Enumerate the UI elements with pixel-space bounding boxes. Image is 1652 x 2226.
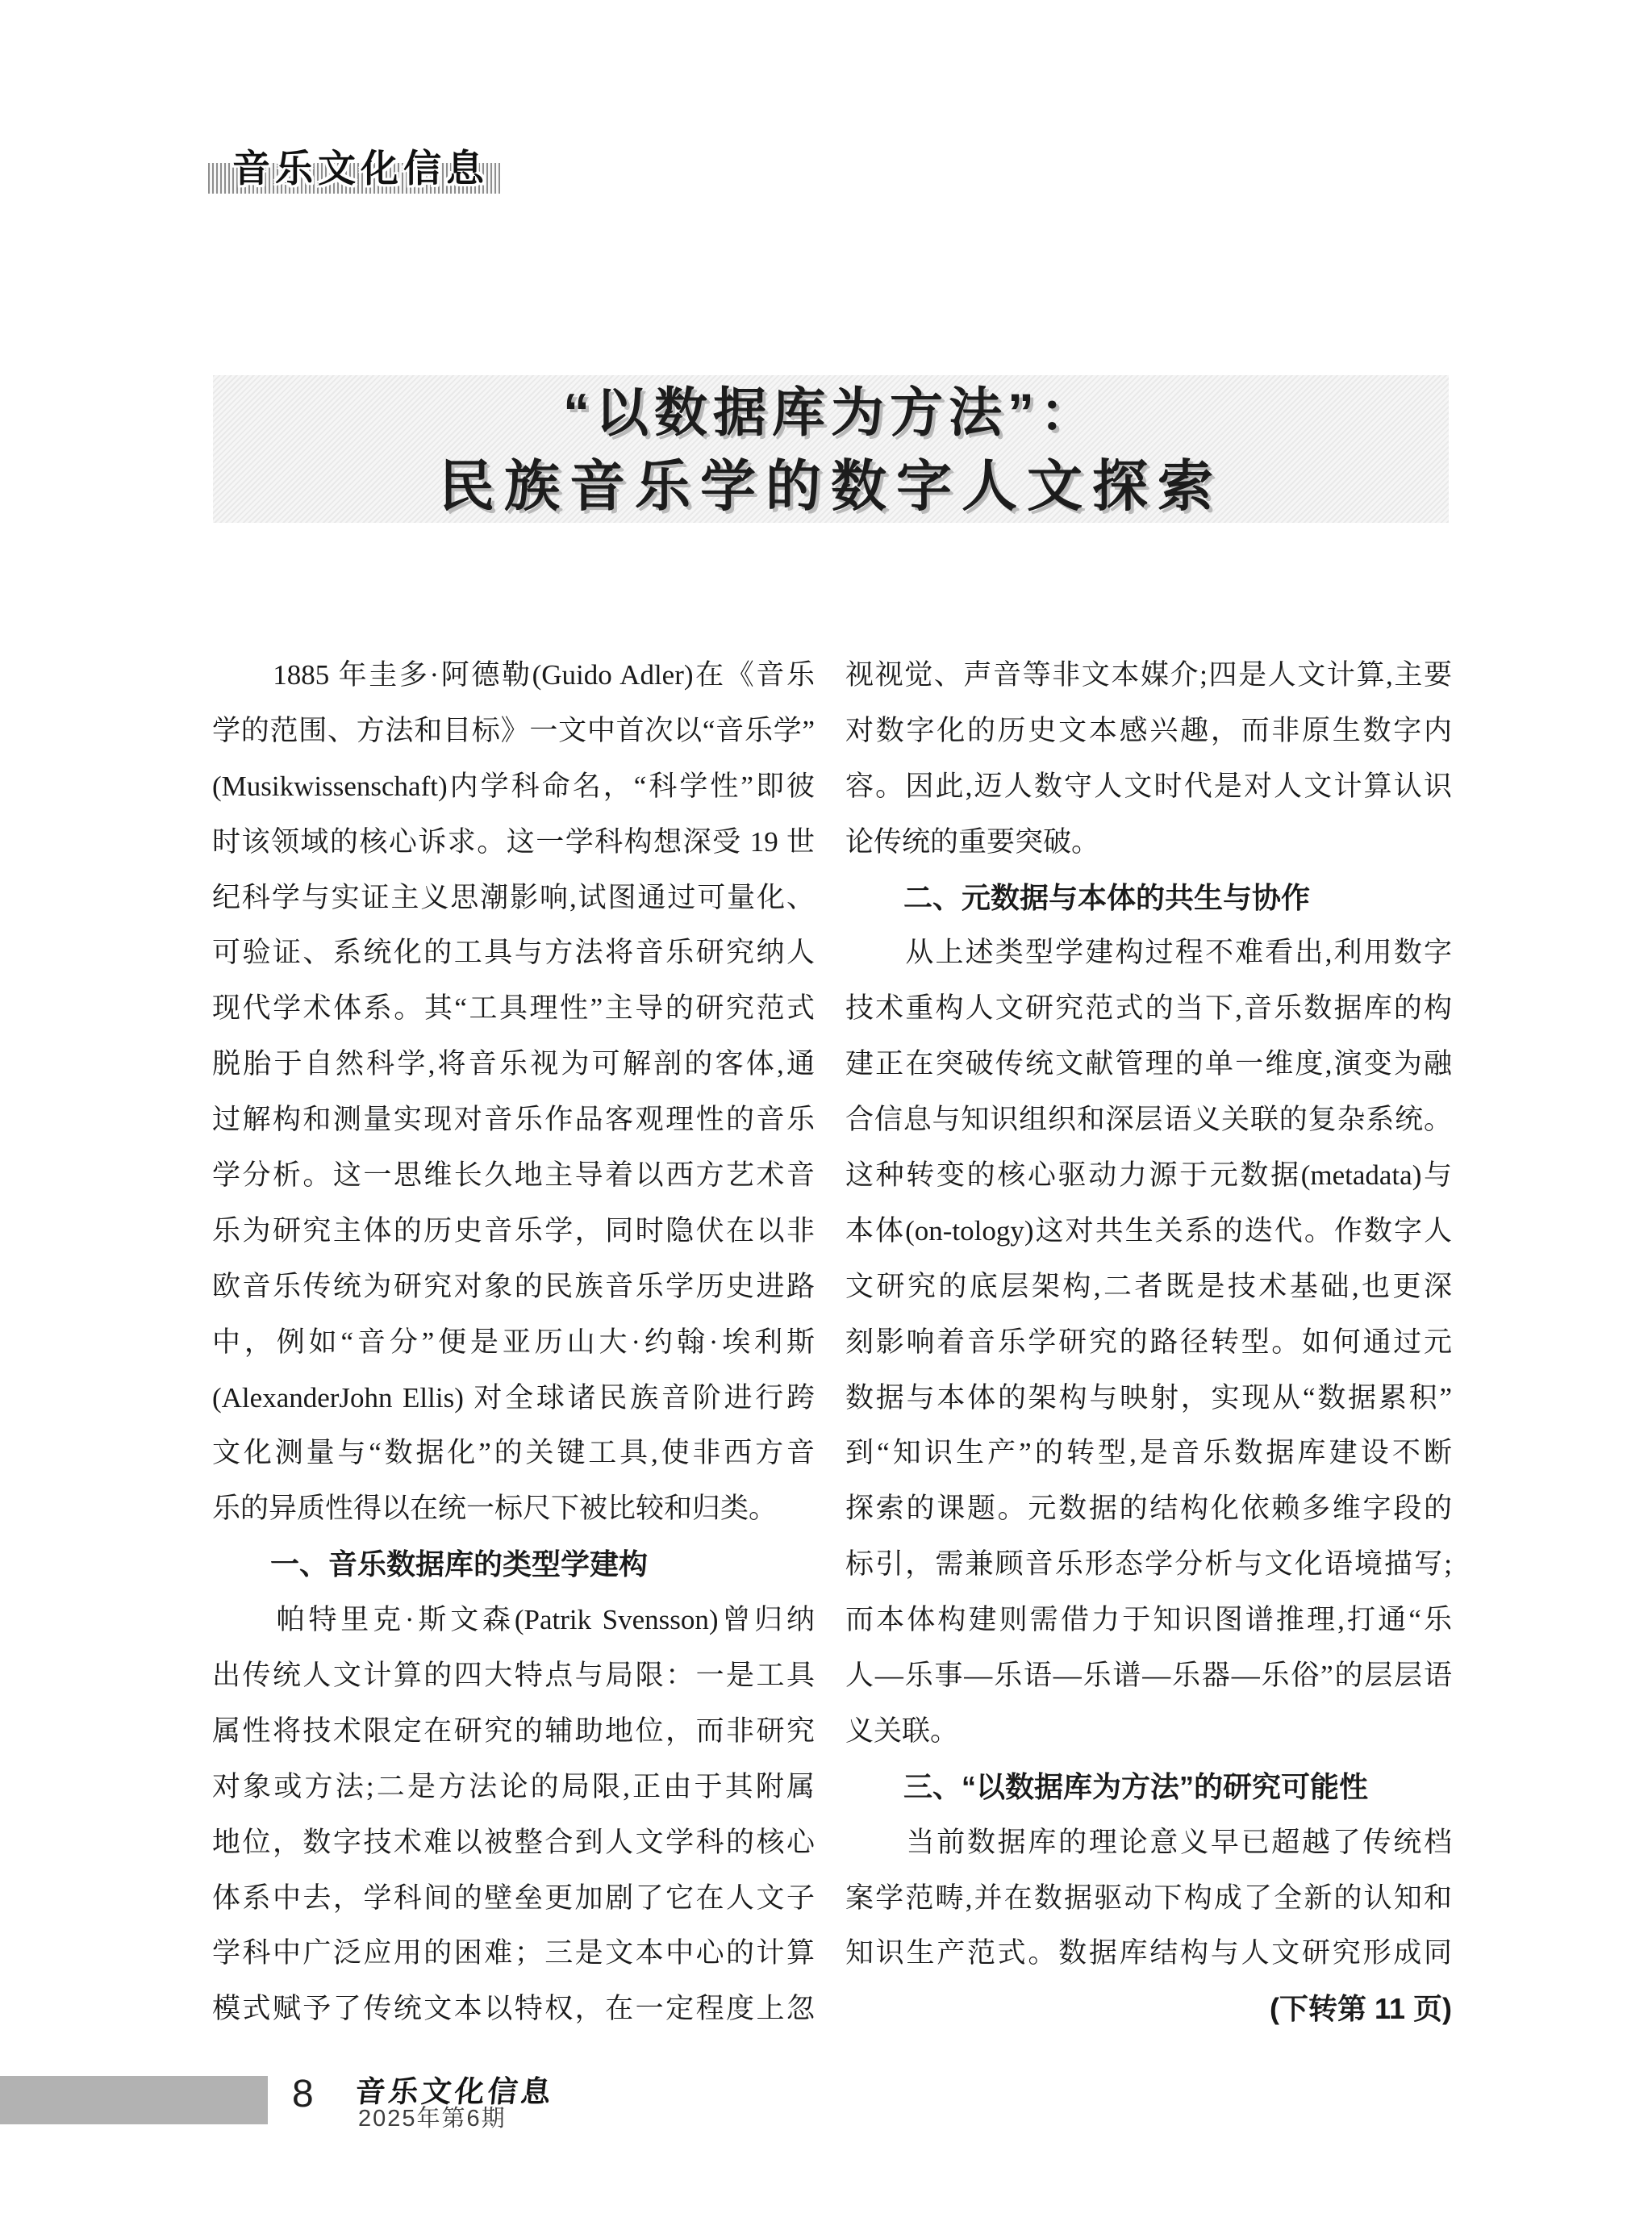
text-line: 人—乐事—乐语—乐谱—乐器—乐俗”的层层语: [845, 1660, 1452, 1692]
text-line: 帕特里克·斯文森(Patrik Svensson)曾归纳: [212, 1604, 815, 1636]
footer-page-number: 8: [292, 2073, 314, 2115]
text-line: 数据与本体的架构与映射，实现从“数据累积”: [845, 1381, 1452, 1414]
text-line: 案学范畴,并在数据驱动下构成了全新的认知和: [845, 1881, 1452, 1914]
article-column-right: [845, 648, 1452, 2037]
text-line: 当前数据库的理论意义早已超越了传统档: [845, 1826, 1452, 1858]
text-line: 模式赋予了传统文本以特权，在一定程度上忽: [212, 1993, 815, 2025]
text-line: 文研究的底层架构,二者既是技术基础,也更深: [845, 1270, 1452, 1302]
footer-issue-label: 2025年第6期: [358, 2106, 507, 2132]
text-line: 过解构和测量实现对音乐作品客观理性的音乐: [212, 1104, 815, 1136]
footer-gray-bar: [0, 2076, 268, 2124]
text-line: 本体(on-tology)这对共生关系的迭代。作数字人: [845, 1214, 1452, 1247]
text-line: 合信息与知识组织和深层语义关联的复杂系统。: [845, 1104, 1452, 1136]
text-line: 学的范围、方法和目标》一文中首次以“音乐学”: [212, 714, 815, 746]
text-line: 出传统人文计算的四大特点与局限：一是工具: [212, 1660, 815, 1692]
text-line: 乐为研究主体的历史音乐学，同时隐伏在以非: [212, 1214, 815, 1247]
article-title-line1: “以数据库为方法”：: [563, 382, 1099, 442]
text-line: 三、“以数据库为方法”的研究可能性: [845, 1769, 1369, 1803]
text-line: 属性将技术限定在研究的辅助地位，而非研究: [212, 1714, 815, 1747]
text-line: 学科中广泛应用的困难；三是文本中心的计算: [212, 1937, 815, 1969]
text-line: 1885 年圭多·阿德勒(Guido Adler)在《音乐: [212, 659, 815, 691]
text-line: 对数字化的历史文本感兴趣，而非原生数字内: [845, 714, 1452, 746]
text-line: 一、音乐数据库的类型学建构: [212, 1547, 649, 1581]
text-line: 建正在突破传统文献管理的单一维度,演变为融: [845, 1048, 1452, 1080]
text-line: 乐的异质性得以在统一标尺下被比较和归类。: [212, 1493, 778, 1525]
text-line: 标引，需兼顾音乐形态学分析与文化语境描写;: [845, 1548, 1452, 1581]
article-title-line2: 民族音乐学的数字人文探索: [439, 455, 1223, 517]
text-line: 这种转变的核心驱动力源于元数据(metadata)与: [845, 1159, 1452, 1192]
text-line: 中，例如“音分”便是亚历山大·约翰·埃利斯: [212, 1326, 815, 1358]
text-line: 可验证、系统化的工具与方法将音乐研究纳人: [212, 937, 815, 969]
text-line: 探索的课题。元数据的结构化依赖多维字段的: [845, 1493, 1452, 1525]
text-line: 论传统的重要突破。: [845, 825, 1100, 858]
text-line: 现代学术体系。其“工具理性”主导的研究范式: [212, 992, 815, 1025]
text-line: 地位，数字技术难以被整合到人文学科的核心: [212, 1826, 815, 1858]
text-line: 义关联。: [845, 1714, 959, 1747]
text-line: 文化测量与“数据化”的关键工具,使非西方音: [212, 1437, 815, 1469]
text-line: 纪科学与实证主义思潮影响,试图通过可量化、: [212, 881, 815, 913]
text-line: 学分析。这一思维长久地主导着以西方艺术音: [212, 1159, 815, 1192]
text-line: 到“知识生产”的转型,是音乐数据库建设不断: [845, 1437, 1452, 1469]
text-line: (Musikwissenschaft)内学科命名，“科学性”即彼: [212, 770, 815, 802]
text-line: 而本体构建则需借力于知识图谱推理,打通“乐: [845, 1604, 1452, 1636]
text-line: 从上述类型学建构过程不难看出,利用数字: [845, 937, 1452, 969]
text-line: 容。因此,迈人数守人文时代是对人文计算认识: [845, 770, 1452, 802]
article-title-block: [213, 375, 1449, 523]
text-line: 视视觉、声音等非文本媒介;四是人文计算,主要: [845, 659, 1452, 691]
text-line: 对象或方法;二是方法论的局限,正由于其附属: [212, 1770, 815, 1802]
text-line: 技术重构人文研究范式的当下,音乐数据库的构: [845, 992, 1452, 1025]
article-column-left: [212, 648, 815, 2037]
text-line: 知识生产范式。数据库结构与人文研究形成同: [845, 1937, 1452, 1969]
text-line: (下转第 11 页): [1269, 1992, 1452, 2026]
text-line: 二、元数据与本体的共生与协作: [845, 880, 1311, 914]
text-line: 时该领域的核心诉求。这一学科构想深受 19 世: [212, 825, 815, 858]
text-line: 体系中去，学科间的壁垒更加剧了它在人文子: [212, 1881, 815, 1914]
text-line: 欧音乐传统为研究对象的民族音乐学历史进路: [212, 1270, 815, 1302]
text-line: (AlexanderJohn Ellis) 对全球诸民族音阶进行跨: [212, 1381, 815, 1414]
footer-journal-name: 音乐文化信息: [353, 2076, 556, 2109]
text-line: 刻影响着音乐学研究的路径转型。如何通过元: [845, 1326, 1452, 1358]
text-line: 脱胎于自然科学,将音乐视为可解剖的客体,通: [212, 1048, 815, 1080]
rubric-title: 音乐文化信息: [232, 147, 489, 190]
